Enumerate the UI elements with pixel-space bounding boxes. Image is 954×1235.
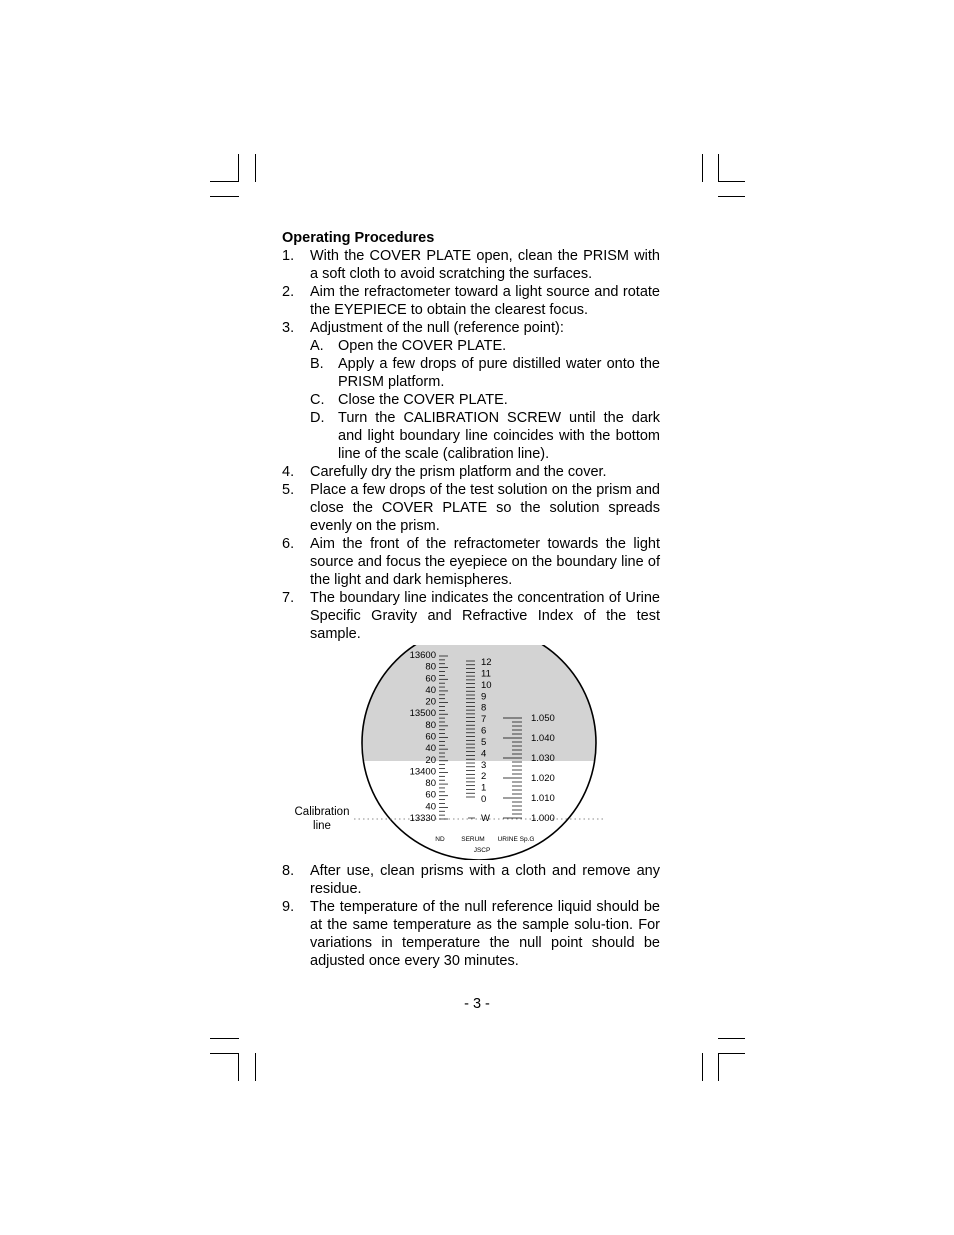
crop-mark bbox=[210, 196, 239, 197]
step-text: Aim the front of the refractometer towards the light source and focus the eyepiece on the boundary line of the light and dark hemispheres. bbox=[310, 536, 660, 588]
substep-item bbox=[310, 337, 660, 355]
urine-label: 1.000 bbox=[531, 813, 555, 824]
substep-text: Turn the CALIBRATION SCREW until the dark and light boundary line coincides with the bottom line of the scale (calibration line). bbox=[338, 410, 660, 462]
nd-label: 40 bbox=[425, 684, 436, 696]
serum-label: 10 bbox=[481, 679, 492, 691]
crop-mark bbox=[210, 1038, 239, 1039]
step-item bbox=[282, 247, 660, 283]
urine-label: 1.010 bbox=[531, 793, 555, 804]
step-text: Carefully dry the prism platform and the cover. bbox=[310, 464, 607, 480]
serum-label: 2 bbox=[481, 771, 487, 783]
nd-column-label: ND bbox=[435, 836, 445, 843]
nd-label: 40 bbox=[425, 743, 436, 755]
procedure-text-continued bbox=[282, 862, 660, 970]
serum-label: 9 bbox=[481, 691, 487, 703]
urine-label: 1.020 bbox=[531, 773, 555, 784]
serum-label: 0 bbox=[481, 794, 487, 805]
urine-label: 1.030 bbox=[531, 753, 555, 764]
step-item bbox=[282, 463, 660, 481]
step-text: Adjustment of the null (reference point): bbox=[310, 320, 564, 336]
step-number: 9. bbox=[282, 899, 295, 915]
crop-mark bbox=[255, 154, 256, 182]
substep-text: Close the COVER PLATE. bbox=[338, 392, 508, 408]
step-number: 2. bbox=[282, 284, 295, 300]
step-text: With the COVER PLATE open, clean the PRISM with a soft cloth to avoid scratching the surfaces. bbox=[310, 248, 660, 282]
serum-label: 5 bbox=[481, 736, 487, 748]
nd-label: 13600 bbox=[409, 650, 436, 661]
serum-label: 3 bbox=[481, 759, 487, 771]
nd-label: 40 bbox=[425, 801, 436, 813]
serum-label: 11 bbox=[481, 668, 491, 680]
substep-letter: D. bbox=[310, 410, 325, 426]
refractometer-scale-diagram bbox=[282, 645, 622, 860]
crop-mark bbox=[718, 1053, 745, 1054]
nd-label: 13500 bbox=[409, 708, 436, 720]
crop-mark bbox=[718, 196, 745, 197]
nd-label: 20 bbox=[425, 696, 436, 708]
nd-label: 60 bbox=[425, 673, 436, 685]
crop-mark bbox=[718, 1053, 719, 1081]
step-number: 8. bbox=[282, 863, 295, 879]
crop-mark bbox=[702, 154, 703, 182]
nd-label: 80 bbox=[425, 719, 436, 731]
brand-label: JSCP bbox=[473, 847, 491, 854]
step-text: The boundary line indicates the concentration of Urine Specific Gravity and Refractive Index of the test sample. bbox=[310, 590, 660, 642]
nd-label: 80 bbox=[425, 661, 436, 673]
urine-column-label: URINE Sp.G bbox=[497, 836, 535, 843]
step-item bbox=[282, 862, 660, 898]
calibration-label: line bbox=[313, 820, 331, 832]
crop-mark bbox=[238, 1053, 239, 1081]
crop-mark bbox=[238, 154, 239, 182]
procedure-text bbox=[282, 229, 660, 643]
substep-item bbox=[310, 355, 660, 391]
page-number: - 3 - bbox=[464, 996, 490, 1012]
step-item bbox=[282, 535, 660, 589]
nd-label: 20 bbox=[425, 754, 436, 766]
step-number: 7. bbox=[282, 590, 295, 606]
step-number: 4. bbox=[282, 464, 295, 480]
substep-letter: A. bbox=[310, 338, 324, 354]
step-text: After use, clean prisms with a cloth and remove any residue. bbox=[310, 863, 660, 897]
nd-label: 80 bbox=[425, 778, 436, 790]
section-heading: Operating Procedures bbox=[282, 230, 435, 246]
serum-column-label: SERUM bbox=[461, 836, 485, 843]
serum-label: W bbox=[481, 813, 490, 824]
nd-label: 60 bbox=[425, 789, 436, 801]
step-item bbox=[282, 898, 660, 970]
substep-item bbox=[310, 391, 660, 409]
calibration-label: Calibration bbox=[294, 806, 350, 818]
step-number: 1. bbox=[282, 248, 295, 264]
crop-mark bbox=[210, 181, 239, 182]
step-text: Aim the refractometer toward a light source and rotate the EYEPIECE to obtain the clearest focus. bbox=[310, 284, 660, 318]
substep-letter: B. bbox=[310, 356, 324, 372]
substep-text: Apply a few drops of pure distilled water onto the PRISM platform. bbox=[338, 356, 660, 390]
serum-label: 6 bbox=[481, 725, 487, 737]
step-text: The temperature of the null reference liquid should be at the same temperature as the sample solu-tion. For variations in temperature the null point should be adjusted once every 30 minutes. bbox=[310, 899, 660, 969]
serum-label: 12 bbox=[481, 657, 492, 668]
crop-mark bbox=[718, 181, 745, 182]
serum-label: 1 bbox=[481, 782, 487, 794]
urine-label: 1.040 bbox=[531, 733, 555, 744]
step-item bbox=[282, 283, 660, 319]
step-number: 5. bbox=[282, 482, 295, 498]
serum-label: 7 bbox=[481, 714, 487, 726]
crop-mark bbox=[210, 1053, 239, 1054]
step-number: 3. bbox=[282, 320, 295, 336]
step-item bbox=[282, 319, 660, 337]
substep-letter: C. bbox=[310, 392, 325, 408]
substep-item bbox=[310, 409, 660, 463]
nd-label: 60 bbox=[425, 731, 436, 743]
urine-label: 1.050 bbox=[531, 713, 555, 724]
crop-mark bbox=[255, 1053, 256, 1081]
substep-text: Open the COVER PLATE. bbox=[338, 338, 507, 354]
serum-label: 4 bbox=[481, 748, 487, 760]
nd-label: 13330 bbox=[409, 813, 436, 824]
crop-mark bbox=[718, 1038, 745, 1039]
step-item bbox=[282, 481, 660, 535]
serum-label: 8 bbox=[481, 702, 487, 714]
step-item bbox=[282, 589, 660, 643]
crop-mark bbox=[702, 1053, 703, 1081]
step-text: Place a few drops of the test solution on the prism and close the COVER PLATE so the solution spreads evenly on the prism. bbox=[310, 482, 660, 534]
step-number: 6. bbox=[282, 536, 295, 552]
crop-mark bbox=[718, 154, 719, 182]
nd-label: 13400 bbox=[409, 766, 436, 778]
